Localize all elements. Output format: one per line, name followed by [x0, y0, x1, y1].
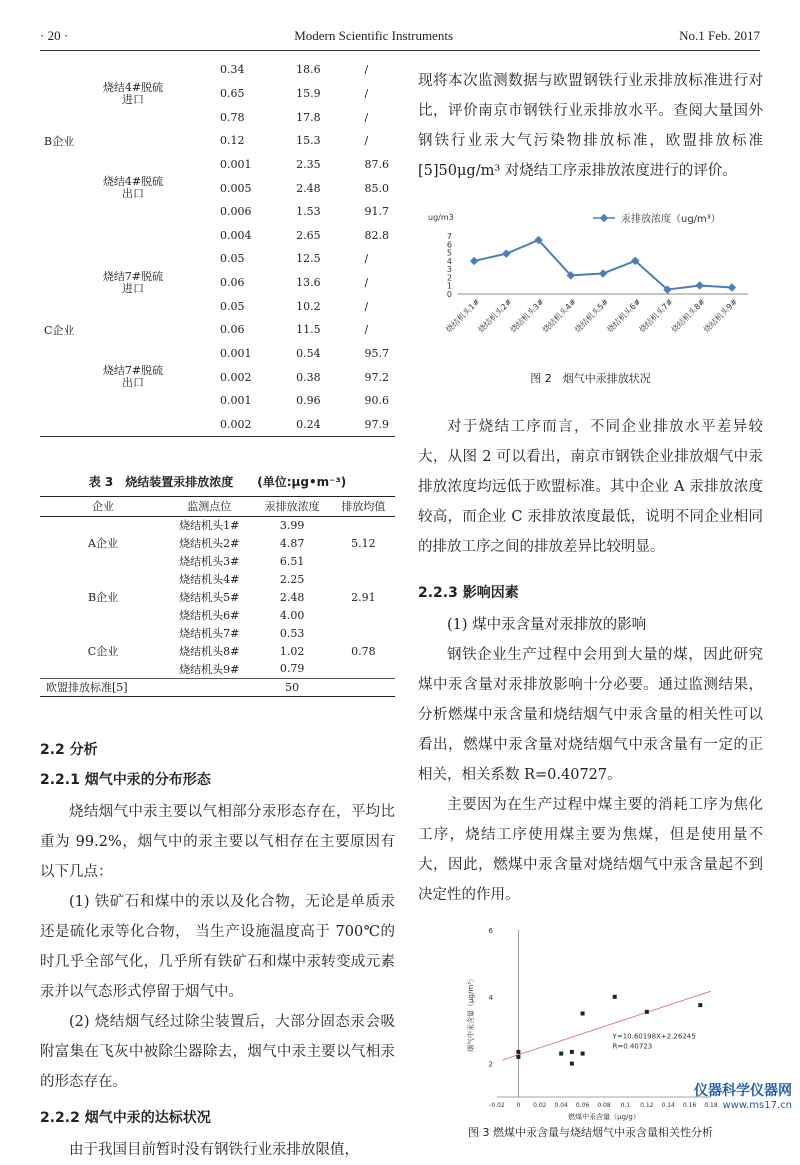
figure-3-caption: 图 3 燃煤中汞含量与烧结烟气中汞含量相关性分析 — [468, 1126, 713, 1139]
table-cell: 0.65 — [220, 87, 245, 100]
x-tick-label: 烧结机头2# — [476, 297, 514, 335]
table-cell: 82.8 — [364, 228, 390, 242]
table-cell: 烧结4#脱硫 出口 — [102, 175, 164, 200]
paragraph: 烧结烟气中汞主要以气相部分汞形态存在，平均比重为 99.2%，烟气中的汞主要以气相存在主要原因有以下几点： — [40, 803, 395, 880]
table-row — [40, 271, 395, 295]
table-cell: A企业 — [88, 537, 118, 550]
table-cell: B企业 — [44, 134, 75, 148]
table-cell: 0.004 — [220, 228, 252, 242]
y-tick-label: 4 — [488, 993, 493, 1002]
table-row — [40, 295, 395, 319]
table-cell — [40, 247, 98, 271]
fit-equation: Y=10.60198X+2.26245 — [612, 1032, 696, 1041]
table-row — [40, 200, 395, 224]
x-tick-label: 烧结机头6# — [605, 297, 643, 335]
table-cell: C企业 — [87, 645, 119, 658]
section-2-2-3-heading: 2.2.3 影响因素 — [418, 585, 519, 601]
page-header — [40, 26, 760, 46]
data-point — [559, 1052, 563, 1056]
table-cell — [98, 413, 168, 437]
x-tick-label: 0.02 — [532, 1102, 546, 1109]
x-tick-label: 0.16 — [682, 1102, 696, 1109]
table-cell — [332, 606, 395, 624]
table-cell — [98, 342, 168, 366]
table-row — [40, 624, 395, 642]
table-cell: 烧结机头5# — [179, 591, 240, 604]
table-cell — [40, 570, 166, 588]
table-cell: 烧结7#脱硫 进口 — [102, 269, 164, 295]
table-cell: 15.3 — [296, 134, 321, 148]
table-cell: 3.99 — [279, 518, 305, 532]
table-cell: 91.7 — [364, 205, 390, 219]
table-row — [40, 129, 395, 153]
table-row — [40, 606, 395, 624]
table-cell: 0.06 — [220, 323, 245, 337]
table-row — [40, 106, 395, 130]
table-cell: 0.96 — [296, 394, 321, 408]
table-cell — [98, 224, 168, 248]
y-axis-unit-label: ug/m3 — [428, 213, 454, 222]
table-cell: 0.05 — [220, 252, 245, 266]
table-cell: 0.24 — [296, 417, 321, 431]
y-tick-label: 5 — [446, 248, 452, 258]
section-2-2-heading: 2.2 分析 — [40, 741, 98, 758]
table-cell — [40, 200, 98, 224]
table-cell: 0.001 — [220, 394, 252, 408]
table-cell: 0.38 — [296, 370, 321, 384]
table-row — [40, 247, 395, 271]
y-tick-label: 3 — [446, 265, 452, 275]
table-cell: 97.9 — [364, 417, 390, 431]
table-cell — [98, 200, 168, 224]
table-cell: 13.6 — [296, 276, 321, 289]
table3-header-value: 汞排放浓度 — [253, 496, 332, 516]
table-cell: 烧结机头7# — [179, 627, 240, 640]
table-row — [40, 58, 395, 82]
table3-header-mean: 排放均值 — [332, 496, 395, 516]
table-cell — [40, 224, 98, 248]
table-cell: 0.006 — [220, 205, 252, 219]
y-tick-label: 2 — [488, 1060, 493, 1069]
table-cell: 15.9 — [296, 87, 321, 100]
table-cell — [40, 516, 166, 534]
table-cell — [40, 365, 98, 389]
paragraph: 现将本次监测数据与欧盟钢铁行业汞排放标准进行对比，评价南京市钢铁行业汞排放水平。查阅大量国外钢铁行业汞大气污染物排放标准，欧盟排放标准 [5]50μg/m³ 对烧结工序汞排放浓度进行的评价。 — [418, 73, 763, 179]
x-tick-label: 0.06 — [575, 1102, 589, 1109]
table-cell: 0.001 — [220, 346, 252, 360]
table-cell: 烧结机头3# — [179, 555, 240, 568]
y-axis-label: 烟气中汞含量（μg/m³） — [466, 975, 475, 1052]
table-cell: 0.34 — [220, 63, 245, 77]
table-cell — [166, 678, 253, 696]
watermark-main: 仪器科学仪器网 — [694, 1083, 792, 1099]
x-tick-label: 烧结机头3# — [508, 297, 546, 335]
table-row — [40, 342, 395, 366]
table-cell: 95.7 — [364, 346, 390, 360]
table-cell — [40, 58, 98, 82]
data-point — [698, 1003, 702, 1007]
table-cell: 4.00 — [279, 608, 305, 622]
data-point — [644, 1010, 648, 1014]
table-cell: 10.2 — [296, 299, 321, 313]
table-cell: 2.48 — [279, 590, 305, 604]
table-cell: 烧结4#脱硫 进口 — [102, 80, 164, 106]
table-cell — [332, 660, 395, 678]
table-cell: 1.02 — [279, 644, 305, 658]
legend-marker — [600, 214, 608, 222]
table-cell: 烧结7#脱硫 出口 — [102, 364, 164, 389]
header-rule — [40, 50, 760, 51]
table-cell: / — [364, 110, 369, 124]
table-row — [40, 660, 395, 678]
table-cell: 0.005 — [220, 181, 252, 195]
table-cell: / — [364, 134, 369, 148]
table-cell — [40, 271, 98, 295]
paragraph: 对于烧结工序而言，不同企业排放水平差异较大，从图 2 可以看出，南京市钢铁企业排放烟气中汞排放浓度均远低于欧盟标准。其中企业 A 汞排放浓度较高，而企业 C 汞排放浓度最低，说明不同企业相同的排放工序之间的排放差异比较明显。 — [418, 419, 763, 555]
table-cell: 烧结机头4# — [179, 573, 240, 586]
paragraph: (1) 煤中汞含量对汞排放的影响 — [447, 617, 647, 633]
right-column — [418, 66, 763, 1140]
figure-2-line-chart — [418, 206, 763, 366]
table-cell: / — [364, 276, 369, 289]
journal-name: Modern Scientific Instruments — [294, 28, 454, 43]
table-cell: 欧盟排放标准[5] — [40, 678, 166, 696]
x-tick-label: 烧结机头7# — [637, 297, 675, 335]
table-cell — [40, 342, 98, 366]
table-cell: / — [364, 323, 369, 337]
table-row — [40, 678, 395, 696]
page-number: · 20 · — [40, 28, 69, 43]
table-cell: / — [364, 299, 369, 313]
data-point — [569, 1050, 573, 1054]
watermark-url: www.ms17.cn — [722, 1100, 792, 1111]
table-cell — [40, 552, 166, 570]
table-cell: 0.001 — [220, 157, 252, 171]
table-cell — [40, 82, 98, 106]
table-row — [40, 534, 395, 552]
data-point — [599, 269, 607, 277]
table-row — [40, 82, 395, 106]
table-cell: 2.25 — [279, 572, 305, 586]
table-row — [40, 318, 395, 342]
table-cell — [332, 624, 395, 642]
table-cell: 2.91 — [351, 590, 376, 604]
x-tick-label: 0.14 — [661, 1102, 675, 1109]
table-cell: / — [364, 252, 369, 266]
table-cell: B企业 — [87, 591, 119, 604]
figure-3-scatter-chart — [461, 922, 721, 1122]
x-tick-label: 0.18 — [703, 1102, 718, 1109]
table-row — [40, 588, 395, 606]
fit-r-value: R=0.40723 — [612, 1042, 652, 1051]
table-cell — [98, 129, 168, 153]
table-cell — [98, 106, 168, 130]
table-cell: 4.87 — [279, 536, 305, 550]
x-tick-label: 烧结机头4# — [540, 297, 579, 335]
y-tick-label: 2 — [446, 273, 452, 283]
table-cell: 6.51 — [279, 554, 305, 568]
table3 — [40, 496, 395, 697]
table-cell — [98, 247, 168, 271]
table-cell — [40, 106, 98, 130]
table-cell — [332, 678, 395, 696]
left-column — [40, 58, 395, 1165]
paragraph: (2) 烧结烟气经过除尘装置后，大部分固态汞会吸附富集在飞灰中被除尘器除去，烟气中汞主要以气相汞的形态存在。 — [40, 1013, 395, 1090]
table-cell — [98, 389, 168, 413]
series-line — [474, 240, 732, 290]
table-cell: 1.53 — [296, 205, 321, 219]
data-point — [728, 283, 736, 291]
table-cell: 50 — [253, 678, 332, 696]
table-cell: 0.79 — [279, 662, 305, 676]
x-tick-label: 0 — [515, 1102, 520, 1109]
y-tick-label: 6 — [488, 927, 493, 935]
paragraph: 主要因为在生产过程中煤主要的消耗工序为焦化工序，烧结工序使用煤主要为焦煤，但是使用量不大，因此，燃煤中汞含量对烧结烟气中汞含量起不到决定性的作用。 — [418, 797, 763, 903]
section-2-2-1-heading: 2.2.1 烟气中汞的分布形态 — [40, 771, 211, 788]
table-cell: C企业 — [44, 323, 75, 337]
x-tick-label: 0.12 — [639, 1102, 653, 1109]
table-cell — [40, 413, 98, 437]
x-tick-label: 0.04 — [554, 1102, 568, 1109]
table-cell: 18.6 — [296, 63, 321, 77]
table-cell: 97.2 — [364, 370, 390, 384]
table3-header-point: 监测点位 — [166, 496, 253, 516]
data-point — [612, 995, 616, 999]
table-row — [40, 642, 395, 660]
table-cell — [98, 58, 168, 82]
table-row — [40, 176, 395, 200]
table-cell — [40, 624, 166, 642]
table-cell: / — [364, 63, 369, 77]
x-tick-label: 烧结机头9# — [701, 297, 740, 335]
paragraph: 由于我国目前暂时没有钢铁行业汞排放限值， — [69, 1141, 359, 1158]
table-cell — [98, 318, 168, 342]
table-cell: 12.5 — [296, 252, 321, 266]
watermark — [694, 1080, 792, 1111]
data-point — [516, 1055, 520, 1059]
table-cell: 烧结机头6# — [179, 609, 240, 622]
y-tick-label: 6 — [446, 240, 452, 250]
x-axis-label: 燃煤中汞含量（μg/g） — [567, 1113, 640, 1121]
table-cell — [40, 153, 98, 177]
x-tick-label: 0.1 — [620, 1102, 630, 1109]
x-tick-label: 0.08 — [596, 1102, 611, 1109]
table-cell: 0.05 — [220, 299, 245, 313]
table-cell: 0.54 — [296, 346, 321, 360]
table-cell: 0.002 — [220, 370, 252, 384]
paragraph: (1) 铁矿石和煤中的汞以及化合物，无论是单质汞还是硫化汞等化合物， 当生产设施温度高于 700℃的时几乎全部气化，几乎所有铁矿石和煤中汞转变成元素汞并以气态形式停留于烟气中。 — [40, 893, 395, 1000]
x-tick-label: 烧结机头8# — [669, 297, 708, 335]
x-tick-label: 烧结机头1# — [444, 297, 482, 335]
data-point — [695, 281, 703, 289]
table-cell: 87.6 — [364, 157, 390, 171]
x-tick-label: -0.02 — [488, 1102, 505, 1109]
section-2-2-2-heading: 2.2.2 烟气中汞的达标状况 — [40, 1109, 211, 1126]
table-cell: / — [364, 87, 369, 100]
table-cell: 烧结机头8# — [179, 645, 240, 658]
data-point — [580, 1012, 584, 1016]
y-tick-label: 7 — [446, 232, 452, 241]
x-tick-label: 烧结机头5# — [573, 297, 611, 335]
table-cell: 烧结机头9# — [179, 662, 240, 676]
table-cell: 5.12 — [351, 536, 376, 550]
table-cell: 2.65 — [296, 228, 321, 242]
y-tick-label: 1 — [446, 281, 452, 291]
table3-title: 表 3 烧结装置汞排放浓度 (单位:μg•m⁻³) — [88, 474, 347, 489]
table-cell — [40, 295, 98, 319]
data-point — [470, 257, 478, 265]
table-cell — [40, 389, 98, 413]
table-cell: 17.8 — [296, 110, 321, 124]
paragraph: 钢铁企业生产过程中会用到大量的煤，因此研究煤中汞含量对汞排放影响十分必要。通过监测结果，分析燃煤中汞含量和烧结烟气中汞含量的相关性可以看出，燃煤中汞含量对烧结烟气中汞含量有一定的正相关，相关系数 R=0.40727。 — [418, 647, 763, 783]
table-cell — [332, 516, 395, 534]
table-cell — [332, 570, 395, 588]
table-row — [40, 153, 395, 177]
table-cell: 0.78 — [220, 110, 245, 124]
table-row — [40, 413, 395, 437]
table-cell: 0.53 — [279, 626, 305, 640]
table-row — [40, 365, 395, 389]
table-cell — [332, 552, 395, 570]
table-continued — [40, 58, 395, 437]
table-cell: 90.6 — [364, 394, 390, 408]
table-cell: 0.12 — [220, 134, 245, 148]
table-row — [40, 224, 395, 248]
table-cell: 85.0 — [364, 181, 390, 195]
table-cell — [40, 606, 166, 624]
table-cell: 2.35 — [296, 157, 321, 171]
table-cell — [40, 176, 98, 200]
table-cell: 2.48 — [296, 181, 321, 195]
table-cell: 0.06 — [220, 276, 245, 289]
table-cell — [98, 153, 168, 177]
legend-label: 汞排放浓度（ug/m³） — [621, 214, 721, 225]
table-cell — [40, 660, 166, 678]
y-tick-label: 0 — [446, 290, 452, 299]
issue-info: No.1 Feb. 2017 — [679, 28, 760, 43]
table-row — [40, 552, 395, 570]
table-cell: 0.78 — [351, 644, 376, 658]
data-point — [516, 1050, 520, 1054]
fit-line — [502, 991, 711, 1060]
table-row — [40, 516, 395, 534]
figure-2-caption: 图 2 烟气中汞排放状况 — [530, 372, 651, 385]
table-cell: 11.5 — [296, 323, 321, 337]
data-point — [569, 1062, 573, 1066]
table-row — [40, 570, 395, 588]
table-cell: 0.002 — [220, 417, 252, 431]
data-point — [580, 1052, 584, 1056]
table-cell: 烧结机头1# — [179, 519, 240, 533]
y-tick-label: 4 — [446, 256, 452, 266]
table-cell — [98, 295, 168, 319]
data-point — [502, 249, 510, 257]
table-row — [40, 389, 395, 413]
table-cell: 烧结机头2# — [179, 537, 240, 550]
table3-header-company: 企业 — [40, 496, 166, 516]
